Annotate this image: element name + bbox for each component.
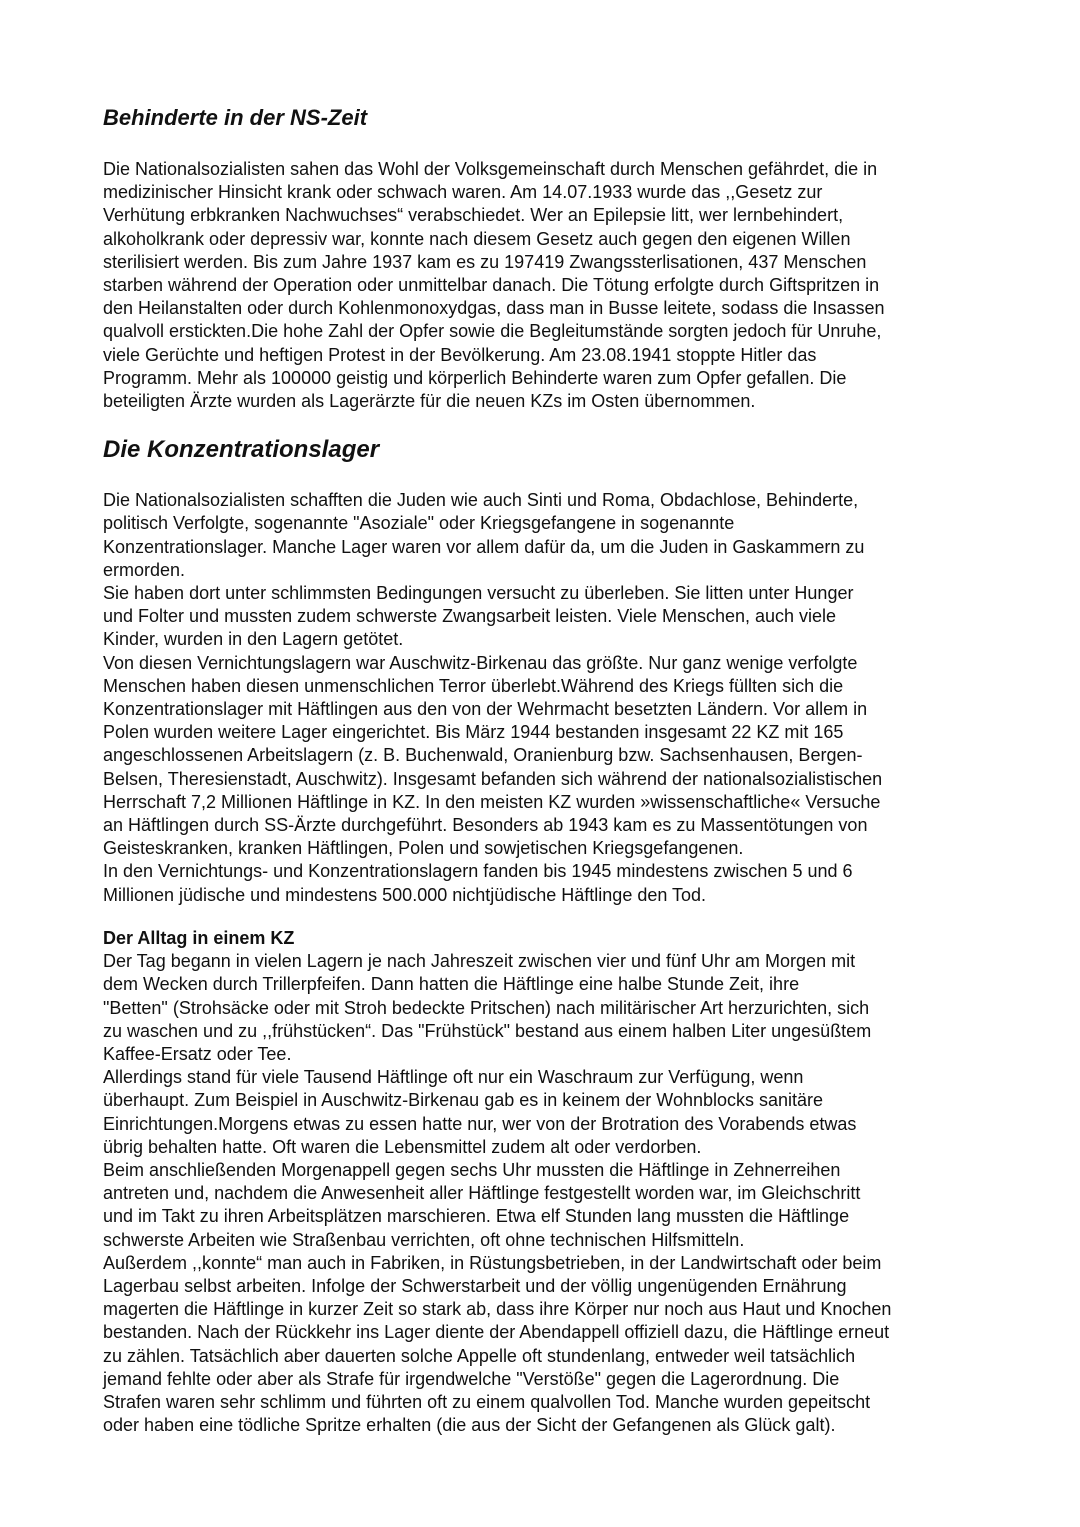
section-body-disabled: Die Nationalsozialisten sahen das Wohl der Volksgemeinschaft durch Menschen gefährdet, die in medizinischer Hinsicht krank oder schwach waren. Am 14.07.1933 wurde das ,,Gesetz zur Verhütung erbkranken Nachwuchses“ verabschiedet. Wer an Epilepsie litt, wer lernbehindert, alkoholkrank oder depressiv war, konnte nach diesem Gesetz auch gegen den eigenen Willen sterilisiert werden. Bis zum Jahre 1937 kam es zu 197419 Zwangssterlisationen, 437 Menschen starben während der Operation oder unmittelbar danach. Die Tötung erfolgte durch Giftspritzen in den Heilanstalten oder durch Kohlenmonoxydgas, dass man in Busse leitete, sodass die Insassen qualvoll erstickten.Die hohe Zahl der Opfer sowie die Begleitumstände sorgten jedoch für Unruhe, viele Gerüchte und heftigen Protest in der Bevölkerung. Am 23.08.1941 stoppte Hitler das Programm. Mehr als 100000 geistig und körperlich Behinderte waren zum Opfer gefallen. Die beteiligten Ärzte wurden als Lagerärzte für die neuen KZs im Osten übernommen. — [103, 159, 885, 412]
spacer — [103, 133, 983, 158]
section-body-camps: Die Nationalsozialisten schafften die Juden wie auch Sinti und Roma, Obdachlose, Behinderte, politisch Verfolgte, sogenannte "Asoziale" oder Kriegsgefangene in sogenannte Konzentrationslager. Manche Lager waren vor allem dafür da, um die Juden in Gaskammern zu ermorden. Sie haben dort unter schlimmsten Bedingungen versucht zu überleben. Sie litten unter Hunger und Folter und mussten zudem schwerste Zwangsarbeit leisten. Viele Menschen, auch viele Kinder, wurden in den Lagern getötet. Von diesen Vernichtungslagern war Auschwitz-Birkenau das größte. Nur ganz wenige verfolgte Menschen haben diesen unmenschlichen Terror überlebt.Während des Kriegs füllten sich die Konzentrationslager mit Häftlingen aus den von der Wehrmacht besetzten Ländern. Vor allem in Polen wurden weitere Lager eingerichtet. Bis März 1944 bestanden insgesamt 22 KZ mit 165 angeschlossenen Arbeitslagern (z. B. Buchenwald, Oranienburg bzw. Sachsenhausen, Bergen- Belsen, Theresienstadt, Auschwitz). Insgesamt befanden sich während der nationalsozialistischen Herrschaft 7,2 Millionen Häftlinge in KZ. In den meisten KZ wurden »wissenschaftliche« Versuche an Häftlingen durch SS-Ärzte durchgeführt. Besonders ab 1943 kam es zu Massentötungen von Geisteskranken, kranken Häftlingen, Polen und sowjetischen Kriegsgefangenen. In den Vernichtungs- und Konzentrationslagern fanden bis 1945 mindestens zwischen 5 und 6 Millionen jüdische und mindestens 500.000 nichtjüdische Häftlinge den Tod. — [103, 490, 883, 905]
subsection-title-daily-life: Der Alltag in einem KZ — [103, 927, 295, 948]
subsection-body-daily-life: Der Tag begann in vielen Lagern je nach Jahreszeit zwischen vier und fünf Uhr am Morgen mit dem Wecken durch Trillerpfeifen. Dann hatten die Häftlinge eine halbe Stunde Zeit, ihre "Betten" (Strohsäcke oder mit Stroh bedeckte Pritschen) nach militärischer Art herzurichten, sich zu waschen und zu ,,frühstücken“. Das "Frühstück" bestand aus einem halben Liter ungesüßtem Kaffee-Ersatz oder Tee. Allerdings stand für viele Tausend Häftlinge oft nur ein Waschraum zur Verfügung, wenn überhaupt. Zum Beispiel in Auschwitz-Birkenau gab es in keinem der Wohnblocks sanitäre Einrichtungen.Morgens etwas zu essen hatte nur, wer von der Brotration des Vorabends etwas übrig behalten hatte. Oft waren die Lebensmittel zudem alt oder verdorben. Beim anschließenden Morgenappell gegen sechs Uhr mussten die Häftlinge in Zehnerreihen antreten und, nachdem die Anwesenheit aller Häftlinge festgestellt worden war, im Gleichschritt und im Takt zu ihren Arbeitsplätzen marschieren. Etwa elf Stunden lang mussten die Häftlinge schwerste Arbeiten wie Straßenbau verrichten, oft ohne technischen Hilfsmitteln. Außerdem ,,konnte“ man auch in Fabriken, in Rüstungsbetrieben, in der Landwirtschaft oder beim Lagerbau selbst arbeiten. Infolge der Schwerstarbeit und der völlig ungenügenden Ernährung magerten die Häftlinge in kurzer Zeit so stark ab, dass ihre Körper nur noch aus Haut und Knochen bestanden. Nach der Rückkehr ins Lager diente der Abendappell offiziell dazu, die Häftlinge erneut zu zählen. Tatsächlich aber dauerten solche Appelle oft stundenlang, entweder weil tatsächlich jemand fehlte oder aber als Strafe für irgendwelche "Verstöße" gegen die Lagerordnung. Die Strafen waren sehr schlimm und führten oft zu einem qualvollen Tod. Manche wurden gepeitscht oder haben eine tödliche Spritze erhalten (die aus der Sicht der Gefangenen als Glück galt). — [103, 951, 892, 1436]
section-title-disabled: Behinderte in der NS-Zeit — [103, 105, 368, 130]
spacer — [103, 907, 983, 927]
spacer — [103, 413, 983, 434]
section-title-camps: Die Konzentrationslager — [103, 436, 380, 464]
document-page — [103, 103, 983, 1437]
spacer — [103, 466, 983, 489]
